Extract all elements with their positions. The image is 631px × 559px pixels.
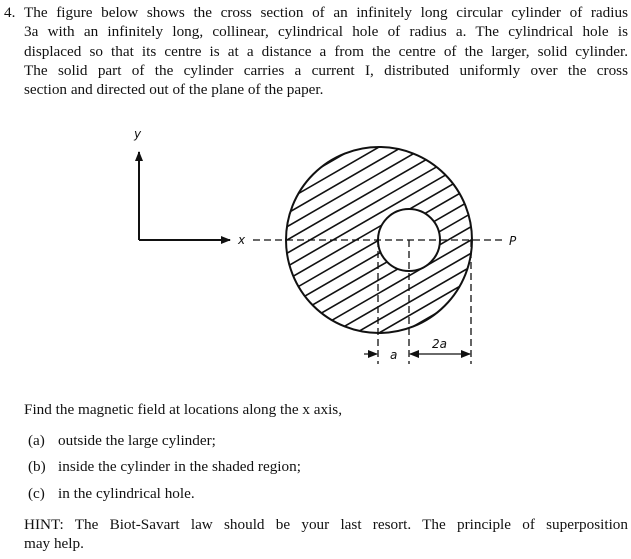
hint-line-1: HINT: The Biot-Savart law should be your last resort. The principle of superposition [24, 516, 628, 533]
item-a-text: outside the large cylinder; [58, 432, 216, 449]
problem-number: 4. [4, 4, 16, 21]
y-axis-label: y [134, 127, 142, 141]
hint [24, 515, 628, 554]
problem-line-2: 3a with an infinitely long, collinear, cylindrical hole of radius a. The cylindrical hole is [24, 23, 628, 41]
problem-line-1: The figure below shows the cross section of an infinitely long circular cylinder of radius [24, 4, 628, 21]
hint-line-2: may help. [24, 535, 84, 553]
dimension-label-a: a [390, 348, 398, 362]
item-b-label: (b) [28, 458, 46, 475]
problem-line-3: displaced so that its centre is at a distance a from the centre of the larger, solid cylinder. [24, 42, 628, 60]
point-p-label: P [509, 234, 517, 248]
question-prompt: Find the magnetic field at locations along the x axis, [24, 401, 343, 418]
problem-line-4: The solid part of the cylinder carries a current I, distributed uniformly over the cross [24, 61, 628, 79]
x-axis-label: x [238, 233, 246, 247]
problem-line-5: section and directed out of the plane of the paper. [24, 81, 324, 99]
item-c-label: (c) [28, 485, 45, 502]
dimension-label-2a: 2a [432, 337, 447, 351]
item-a-label: (a) [28, 432, 45, 449]
item-c-text: in the cylindrical hole. [58, 485, 195, 502]
item-b-text: inside the cylinder in the shaded region; [58, 458, 301, 475]
